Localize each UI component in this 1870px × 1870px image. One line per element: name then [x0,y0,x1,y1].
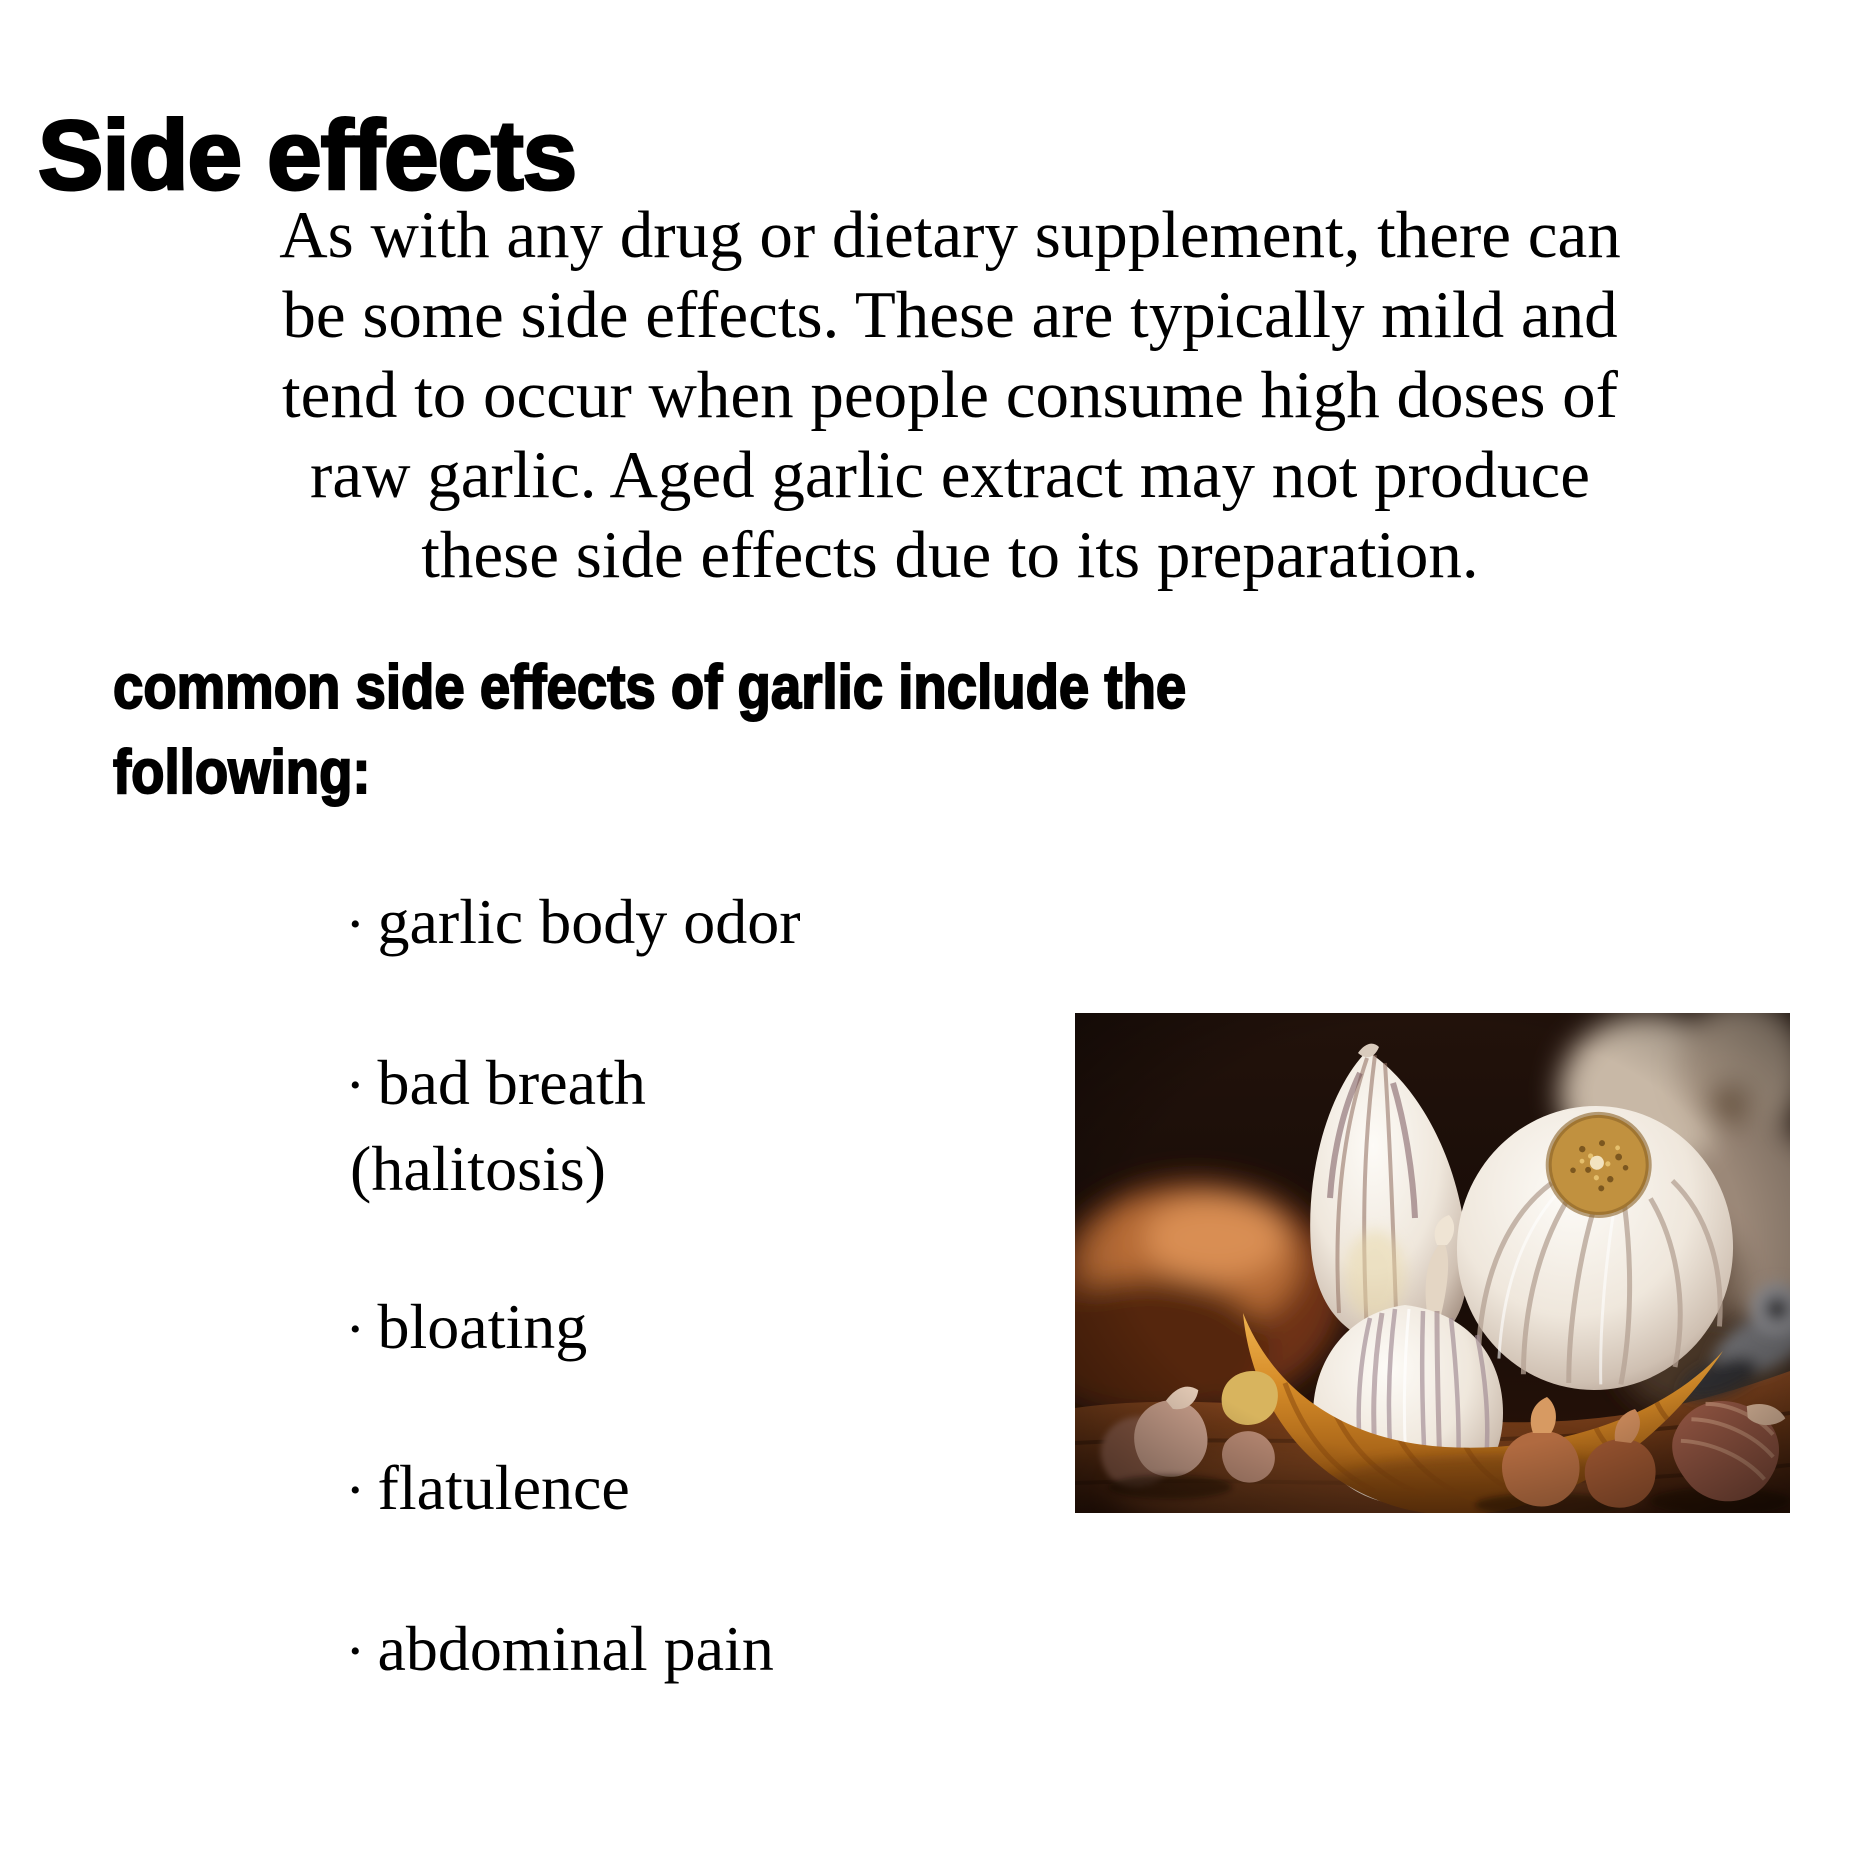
list-item [350,1285,890,1371]
intro-line: these side effects due to its preparation. [421,518,1479,592]
list-item-label: bad breath (halitosis) [350,1047,646,1204]
bullet-icon: • [350,1635,361,1668]
garlic-photo-illustration [1075,1013,1790,1513]
subheading-line: common side effects of garlic include the [113,653,1187,722]
intro-line: As with any drug or dietary supplement, there can [279,198,1621,272]
bullet-icon: • [350,1069,361,1102]
list-item-label: flatulence [377,1452,630,1523]
list-item [350,1041,890,1210]
bullet-icon: • [350,1313,361,1346]
list-item [350,1607,890,1693]
bullet-icon: • [350,1474,361,1507]
vignette-overlay [1075,1013,1790,1513]
intro-line: be some side effects. These are typically mild and [282,278,1618,352]
subheading-line: following: [113,738,371,807]
list-item-label: garlic body odor [377,886,801,957]
page-title: Side effects [38,99,577,210]
intro-line: raw garlic. Aged garlic extract may not produce [310,438,1590,512]
section-subheading [113,645,1186,815]
bullet-icon: • [350,908,361,941]
garlic-photo [1075,1013,1790,1513]
list-item-label: bloating [377,1291,588,1362]
list-item [350,1446,890,1532]
list-item [350,880,890,966]
intro-line: tend to occur when people consume high doses of [282,358,1618,432]
side-effects-list [350,880,890,1768]
intro-paragraph [65,195,1835,595]
list-item-label: abdominal pain [377,1613,774,1684]
